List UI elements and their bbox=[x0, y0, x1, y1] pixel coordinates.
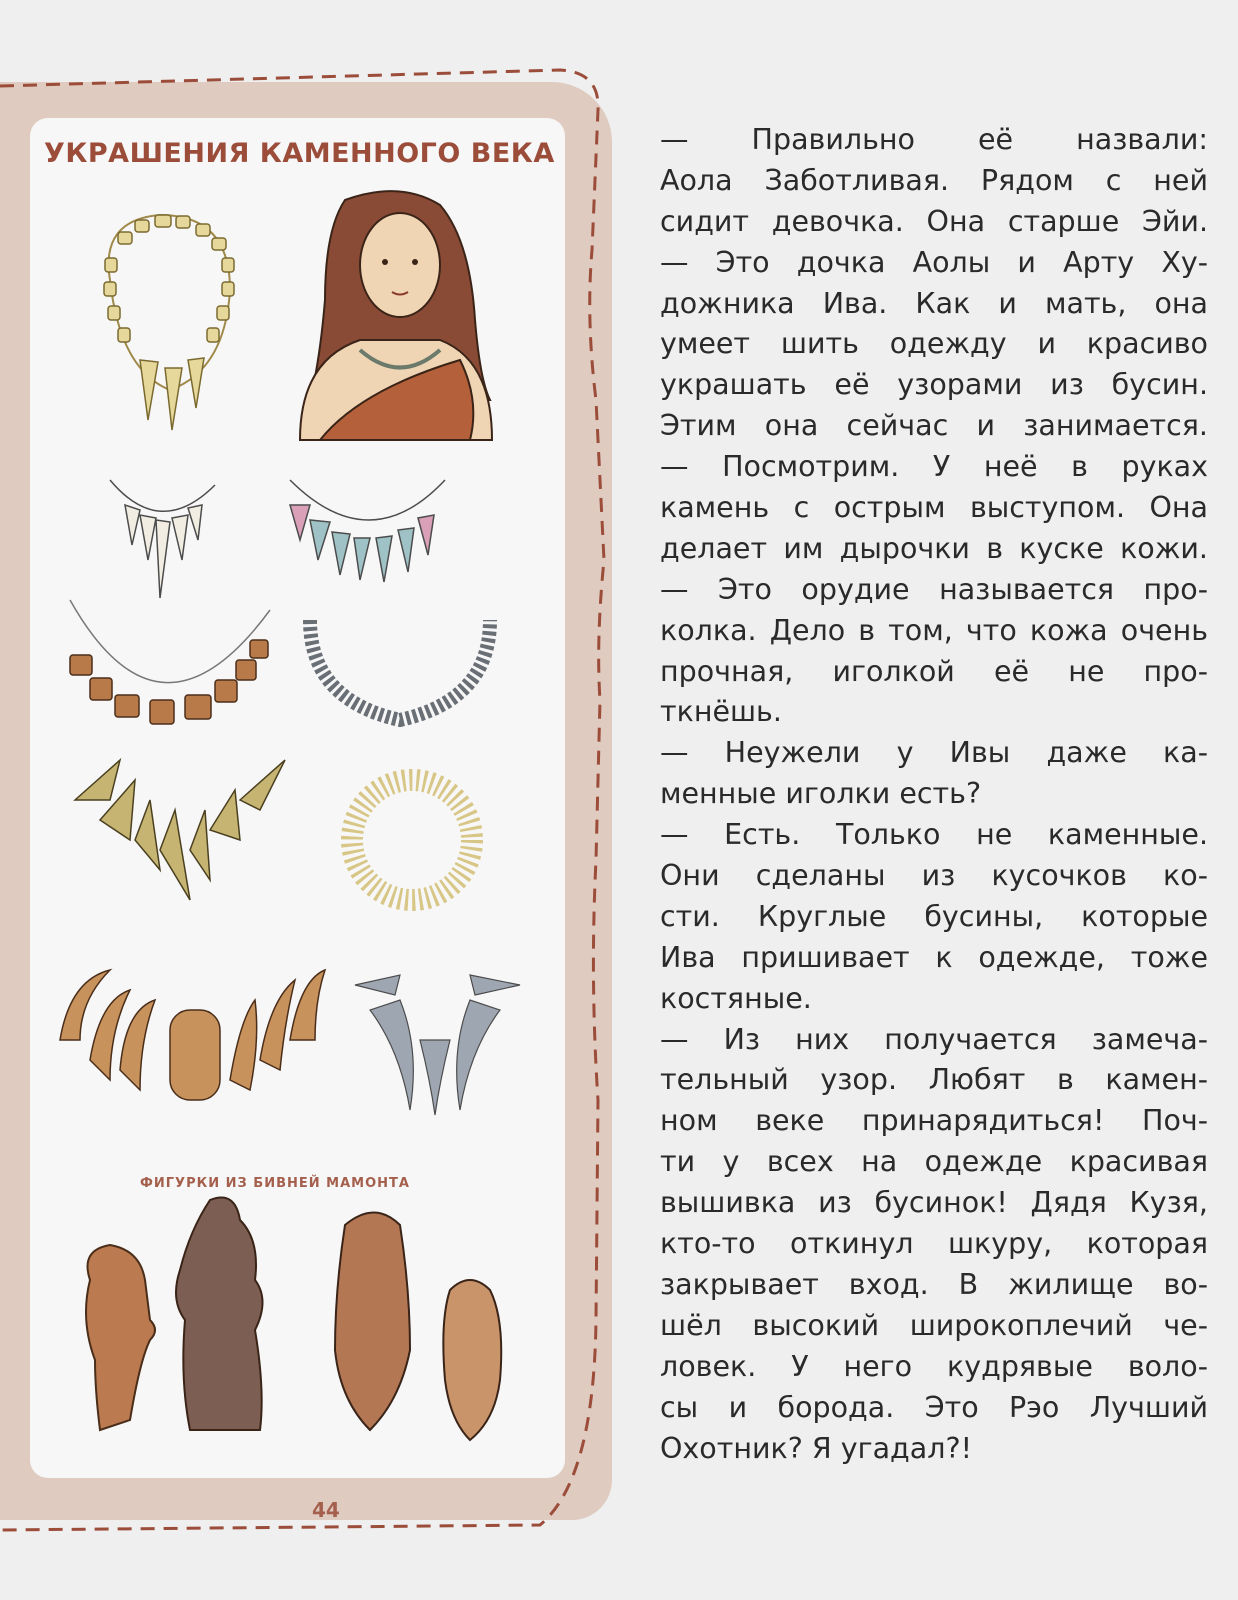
text-line: камень с острым выступом. Она bbox=[660, 491, 1208, 525]
text-line: дожника Ива. Как и мать, она bbox=[660, 286, 1208, 320]
figurine-standing-icon bbox=[176, 1198, 263, 1431]
text-line: Этим она сейчас и занимается. bbox=[660, 409, 1208, 443]
text-line: — Это дочка Аолы и Арту Ху- bbox=[660, 245, 1208, 279]
text-line: делает им дырочки в куске кожи. bbox=[660, 531, 1208, 565]
text-line: вышивка из бусинок! Дядя Кузя, bbox=[660, 1186, 1208, 1220]
text-line: умеет шить одежду и красиво bbox=[660, 327, 1208, 361]
text-line: Охотник? Я угадал?! bbox=[660, 1431, 972, 1465]
woman-wearing-necklace-icon bbox=[300, 191, 492, 440]
text-line: закрывает вход. В жилище во- bbox=[660, 1267, 1208, 1301]
text-line: менные иголки есть? bbox=[660, 777, 982, 811]
text-line: колка. Дело в том, что кожа очень bbox=[660, 613, 1208, 647]
leaf-pendant-necklace-icon bbox=[75, 760, 285, 900]
bone-fang-necklace-icon bbox=[352, 780, 472, 900]
text-line: — Из них получается замеча- bbox=[660, 1022, 1208, 1056]
text-line: Они сделаны из кусочков ко- bbox=[660, 859, 1208, 893]
bead-necklace-with-fangs-icon bbox=[104, 215, 234, 430]
grey-shell-necklace-icon bbox=[310, 620, 490, 720]
bear-figurine-icon bbox=[86, 1245, 155, 1430]
page-number: 44 bbox=[312, 1498, 340, 1522]
text-line: — Посмотрим. У неё в руках bbox=[660, 450, 1208, 484]
text-line: костяные. bbox=[660, 981, 812, 1015]
female-figurines-icon bbox=[335, 1213, 501, 1441]
text-line: ти у всех на одежде красивая bbox=[660, 1145, 1208, 1179]
text-line: Аола Заботливая. Рядом с ней bbox=[660, 163, 1208, 197]
text-line: сы и борода. Это Рэо Лучший bbox=[660, 1390, 1208, 1424]
colored-pendant-necklace-icon bbox=[290, 480, 445, 582]
text-line: ловек. У него кудрявые воло- bbox=[660, 1349, 1208, 1383]
text-line: — Это орудие называется про- bbox=[660, 572, 1208, 606]
text-line: — Правильно её назвали: bbox=[660, 123, 1208, 156]
text-line: ном веке принарядиться! Поч- bbox=[660, 1104, 1208, 1138]
claw-pendant-necklace-icon bbox=[60, 970, 325, 1100]
tooth-necklace-icon bbox=[110, 480, 215, 598]
sidebar-title: УКРАШЕНИЯ КАМЕННОГО ВЕКА bbox=[44, 138, 555, 169]
grey-horn-necklace-icon bbox=[355, 975, 520, 1115]
text-line: кто-то откинул шкуру, которая bbox=[660, 1227, 1208, 1261]
amber-bead-necklace-icon bbox=[70, 600, 270, 724]
text-line: — Есть. Только не каменные. bbox=[660, 818, 1208, 852]
text-line: тельный узор. Любят в камен- bbox=[660, 1063, 1208, 1097]
text-line: ткнёшь. bbox=[660, 695, 782, 729]
text-line: сидит девочка. Она старше Эйи. bbox=[660, 204, 1208, 238]
figurines-caption: ФИГУРКИ ИЗ БИВНЕЙ МАМОНТА bbox=[140, 1176, 410, 1191]
text-line: Ива пришивает к одежде, тоже bbox=[660, 940, 1208, 974]
text-line: прочная, иголкой её не про- bbox=[660, 654, 1208, 688]
text-line: шёл высокий широкоплечий че- bbox=[660, 1308, 1208, 1342]
text-line: — Неужели у Ивы даже ка- bbox=[660, 736, 1208, 770]
main-text bbox=[660, 120, 1208, 1469]
text-line: украшать её узорами из бусин. bbox=[660, 368, 1208, 402]
text-line: сти. Круглые бусины, которые bbox=[660, 899, 1208, 933]
